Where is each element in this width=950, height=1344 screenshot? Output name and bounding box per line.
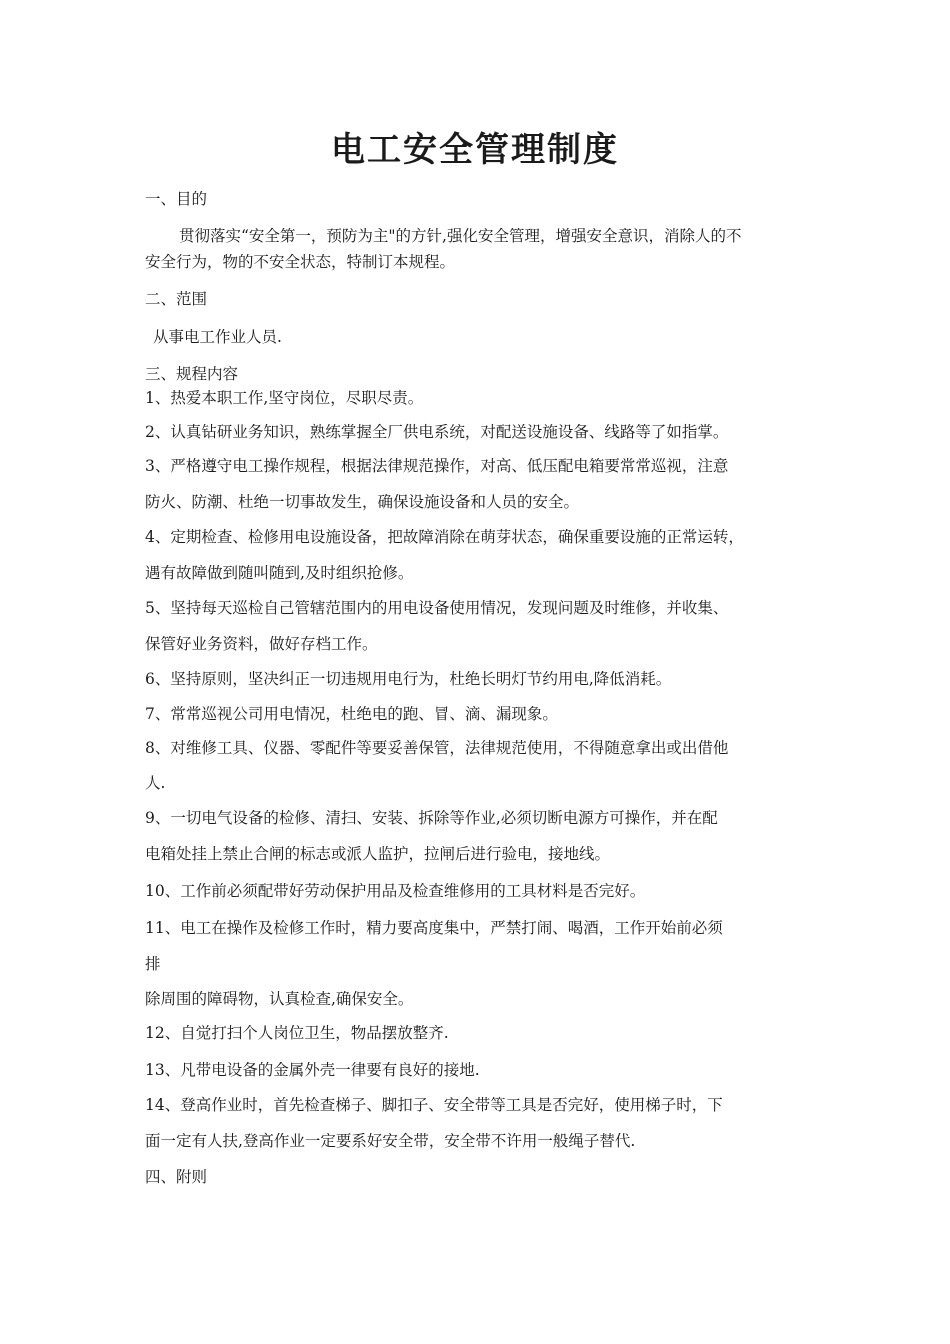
document-title: 电工安全管理制度 — [331, 130, 619, 170]
list-item-continuation: 面一定有人扶,登高作业一定要系好安全带，安全带不许用一般绳子替代. — [145, 1132, 636, 1150]
list-item: 13、凡带电设备的金属外壳一律要有良好的接地. — [145, 1061, 480, 1079]
list-item: 12、自觉打扫个人岗位卫生，物品摆放整齐. — [145, 1024, 449, 1042]
section-heading-purpose: 一、目的 — [145, 190, 208, 208]
list-item: 11、电工在操作及检修工作时，精力要高度集中，严禁打闹、喝酒，工作开始前必须 — [145, 919, 723, 937]
list-item: 14、登高作业时，首先检查梯子、脚扣子、安全带等工具是否完好，使用梯子时，下 — [145, 1096, 723, 1114]
paragraph-line: 贯彻落实“安全第一，预防为主"的方针,强化安全管理，增强安全意识，消除人的不 — [179, 227, 742, 245]
list-item-continuation: 遇有故障做到随叫随到,及时组织抢修。 — [145, 564, 414, 582]
section-heading-scope: 二、范围 — [145, 290, 208, 308]
list-item-continuation: 电箱处挂上禁止合闸的标志或派人监护，拉闸后进行验电，接地线。 — [145, 845, 611, 863]
section-heading-appendix: 四、附则 — [145, 1168, 208, 1186]
list-item: 7、常常巡视公司用电情况，杜绝电的跑、冒、滴、漏现象。 — [145, 705, 558, 723]
list-item-continuation: 除周围的障碍物，认真检查,确保安全。 — [145, 990, 414, 1008]
list-item-continuation: 人. — [145, 774, 166, 792]
list-item: 6、坚持原则，坚决纠正一切违规用电行为，杜绝长明灯节约用电,降低消耗。 — [145, 670, 672, 688]
list-item: 3、严格遵守电工操作规程，根据法律规范操作，对高、低压配电箱要常常巡视，注意 — [145, 457, 729, 475]
list-item: 5、坚持每天巡检自己管辖范围内的用电设备使用情况，发现问题及时维修，并收集、 — [145, 599, 729, 617]
list-item: 10、工作前必须配带好劳动保护用品及检查维修用的工具材料是否完好。 — [145, 882, 646, 900]
list-item-continuation: 排 — [145, 955, 161, 973]
list-item: 9、一切电气设备的检修、清扫、安装、拆除等作业,必须切断电源方可操作，并在配 — [145, 809, 718, 827]
list-item-continuation: 防火、防潮、杜绝一切事故发生，确保设施设备和人员的安全。 — [145, 493, 580, 511]
list-item: 8、对维修工具、仪器、零配件等要妥善保管，法律规范使用，不得随意拿出或出借他 — [145, 739, 729, 757]
list-item: 1、热爱本职工作,坚守岗位，尽职尽责。 — [145, 389, 424, 407]
paragraph-line: 安全行为，物的不安全状态，特制订本规程。 — [145, 253, 456, 271]
list-item: 4、定期检查、检修用电设施设备，把故障消除在萌芽状态，确保重要设施的正常运转， — [145, 528, 744, 546]
list-item-continuation: 保管好业务资料，做好存档工作。 — [145, 635, 378, 653]
list-item: 2、认真钻研业务知识，熟练掌握全厂供电系统，对配送设施设备、线路等了如指掌。 — [145, 423, 729, 441]
section-heading-content: 三、规程内容 — [145, 365, 239, 383]
paragraph-line: 从事电工作业人员. — [153, 328, 282, 346]
